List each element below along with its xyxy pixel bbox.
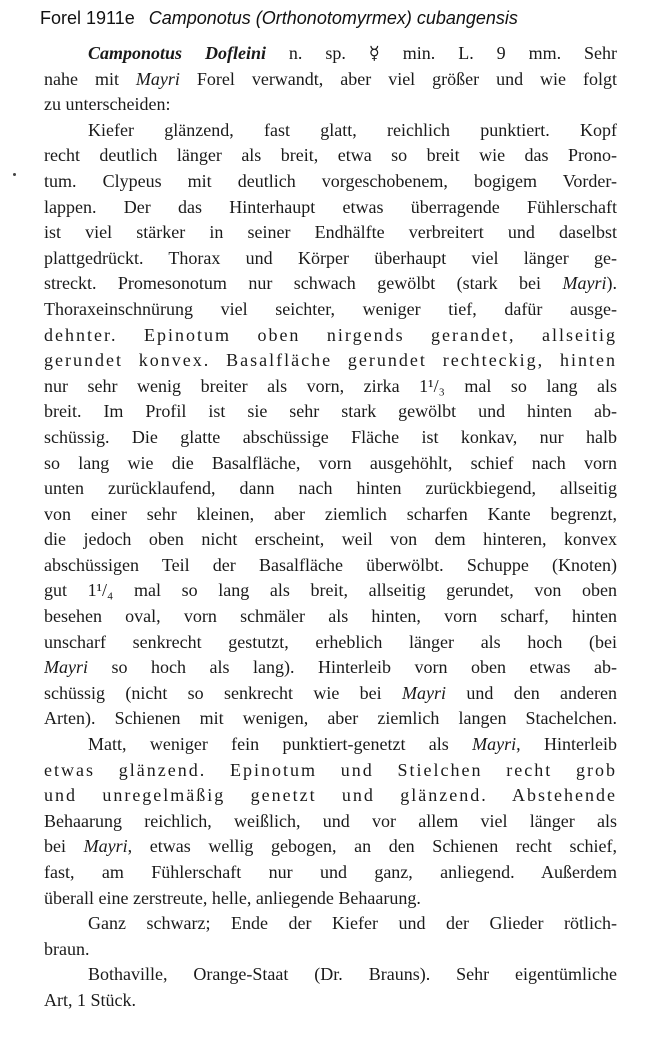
text-line: [44, 297, 617, 323]
text-line: [44, 681, 617, 707]
taxon-name: Mayri: [562, 273, 607, 294]
text-run: ist viel stärker in seiner Endhälfte verbreitert und daselbst: [44, 222, 617, 243]
text-run: und den anderen: [446, 682, 617, 703]
text-line: [44, 92, 617, 118]
text-run: gut 1¹/₄ mal so lang als breit, allseitig gerundet, von oben: [44, 580, 617, 601]
text-run: gerundet konvex. Basalfläche gerundet rechteckig, hinten: [44, 350, 617, 371]
text-line: [44, 886, 617, 912]
text-line: [44, 655, 617, 681]
text-line: [44, 758, 617, 784]
text-line: [44, 578, 617, 604]
text-line: [44, 834, 617, 860]
text-line: [44, 220, 617, 246]
taxon-name: Mayri: [83, 836, 128, 857]
text-run: braun.: [44, 938, 90, 959]
text-line: [44, 962, 617, 988]
text-run: überall eine zerstreute, helle, anliegende Behaarung.: [44, 887, 421, 908]
text-run: plattgedrückt. Thorax und Körper überhaupt viel länger ge-: [44, 247, 617, 268]
text-run: Ganz schwarz; Ende der Kiefer und der Glieder rötlich-: [88, 913, 617, 934]
text-run: Bothaville, Orange-Staat (Dr. Brauns). Sehr eigentümliche: [88, 964, 617, 985]
text-run: fast, am Fühlerschaft nur und ganz, anliegend. Außerdem: [44, 862, 617, 882]
text-line: [44, 169, 617, 195]
text-run: so lang wie die Basalfläche, vorn ausgehöhlt, schief nach vorn: [44, 452, 617, 473]
text-run: Arten). Schienen mit wenigen, aber ziemlich langen Stachelchen.: [44, 708, 617, 729]
text-run: dehnter. Epinotum oben nirgends gerandet, allseitig: [44, 324, 617, 345]
text-run: unscharf senkrecht gestutzt, erheblich länger als hoch (bei: [44, 631, 617, 652]
text-line: [44, 706, 617, 732]
text-run: und unregelmäßig genetzt und glänzend. Abstehende: [44, 785, 617, 806]
text-run: bei: [44, 836, 84, 857]
text-line: [44, 502, 617, 528]
text-line: [44, 809, 617, 835]
text-line: [44, 604, 617, 630]
text-line: [44, 911, 617, 937]
text-run: nur sehr wenig breiter als vorn, zirka 1¹/₃ mal so lang als: [44, 375, 617, 396]
text-line: [44, 118, 617, 144]
text-run: , Hinterleib: [516, 734, 617, 755]
text-line: [44, 143, 617, 169]
text-run: n. sp. ☿ min. L. 9 mm. Sehr: [265, 43, 617, 63]
text-run: tum. Clypeus mit deutlich vorgeschobenem, bogigem Vorder-: [44, 170, 617, 191]
text-run: Kiefer glänzend, fast glatt, reichlich punktiert. Kopf: [88, 119, 617, 140]
text-run: Art, 1 Stück.: [44, 989, 136, 1010]
taxon-name: Mayri: [135, 68, 180, 89]
speck-mark: [13, 173, 16, 176]
text-run: die jedoch oben nicht erscheint, weil von dem hinteren, konvex: [44, 529, 617, 550]
citation: Forel 1911e: [40, 8, 135, 28]
text-line: [44, 476, 617, 502]
text-run: schüssig. Die glatte abschüssige Fläche ist konkav, nur halb: [44, 426, 617, 447]
taxon-name: Mayri: [402, 682, 447, 703]
text-line: [44, 67, 617, 93]
text-run: von einer sehr kleinen, aber ziemlich scharfen Kante begrenzt,: [44, 503, 617, 524]
text-line: [44, 348, 617, 374]
text-line: [44, 323, 617, 349]
text-line: [44, 630, 617, 656]
text-line: [44, 425, 617, 451]
text-line: [44, 41, 617, 67]
text-line: [44, 271, 617, 297]
text-line: [44, 937, 617, 963]
text-run: Matt, weniger fein punktiert-genetzt als: [88, 734, 473, 755]
text-line: [44, 246, 617, 272]
text-line: [44, 195, 617, 221]
text-run: abschüssigen Teil der Basalfläche überwölbt. Schuppe (Knoten): [44, 554, 617, 575]
text-run: besehen oval, vorn schmäler als hinten, vorn scharf, hinten: [44, 606, 617, 627]
text-line: [44, 399, 617, 425]
text-run: streckt. Promesonotum nur schwach gewölbt (stark bei: [44, 273, 563, 294]
text-run: so hoch als lang). Hinterleib vorn oben etwas ab-: [88, 657, 617, 678]
text-run: Behaarung reichlich, weißlich, und vor allem viel länger als: [44, 810, 617, 831]
taxon-name: Mayri: [472, 734, 517, 755]
text-line: [44, 732, 617, 758]
text-run: recht deutlich länger als breit, etwa so breit wie das Prono-: [44, 145, 617, 166]
text-line: [44, 988, 617, 1014]
text-run: , etwas wellig gebogen, an den Schienen recht schief,: [127, 836, 617, 857]
text-line: [44, 451, 617, 477]
text-line: [44, 553, 617, 579]
text-line: [44, 860, 617, 886]
text-line: [44, 783, 617, 809]
text-run: schüssig (nicht so senkrecht wie bei: [44, 682, 403, 703]
species-name: Camponotus Dofleini: [88, 43, 266, 63]
species-name-bold: [88, 43, 266, 63]
page-header: [40, 8, 640, 29]
text-run: lappen. Der das Hinterhaupt etwas überragende Fühlerschaft: [44, 196, 617, 217]
text-run: ).: [606, 273, 617, 294]
species-title: Camponotus (Orthonotomyrmex) cubangensis: [148, 8, 518, 28]
text-run: Thoraxeinschnürung viel seichter, weniger tief, dafür ausge-: [44, 298, 617, 319]
text-run: etwas glänzend. Epinotum und Stielchen recht grob: [44, 759, 617, 780]
text-line: [44, 374, 617, 400]
text-run: unten zurücklaufend, dann nach hinten zurückbiegend, allseitig: [44, 478, 617, 499]
text-run: Forel verwandt, aber viel größer und wie folgt: [179, 68, 617, 89]
taxon-name: Mayri: [44, 657, 88, 678]
species-description: [44, 41, 617, 1014]
text-run: breit. Im Profil ist sie sehr stark gewölbt und hinten ab-: [44, 401, 617, 422]
text-line: [44, 527, 617, 553]
text-run: nahe mit: [44, 68, 136, 89]
text-run: zu unterscheiden:: [44, 94, 171, 115]
